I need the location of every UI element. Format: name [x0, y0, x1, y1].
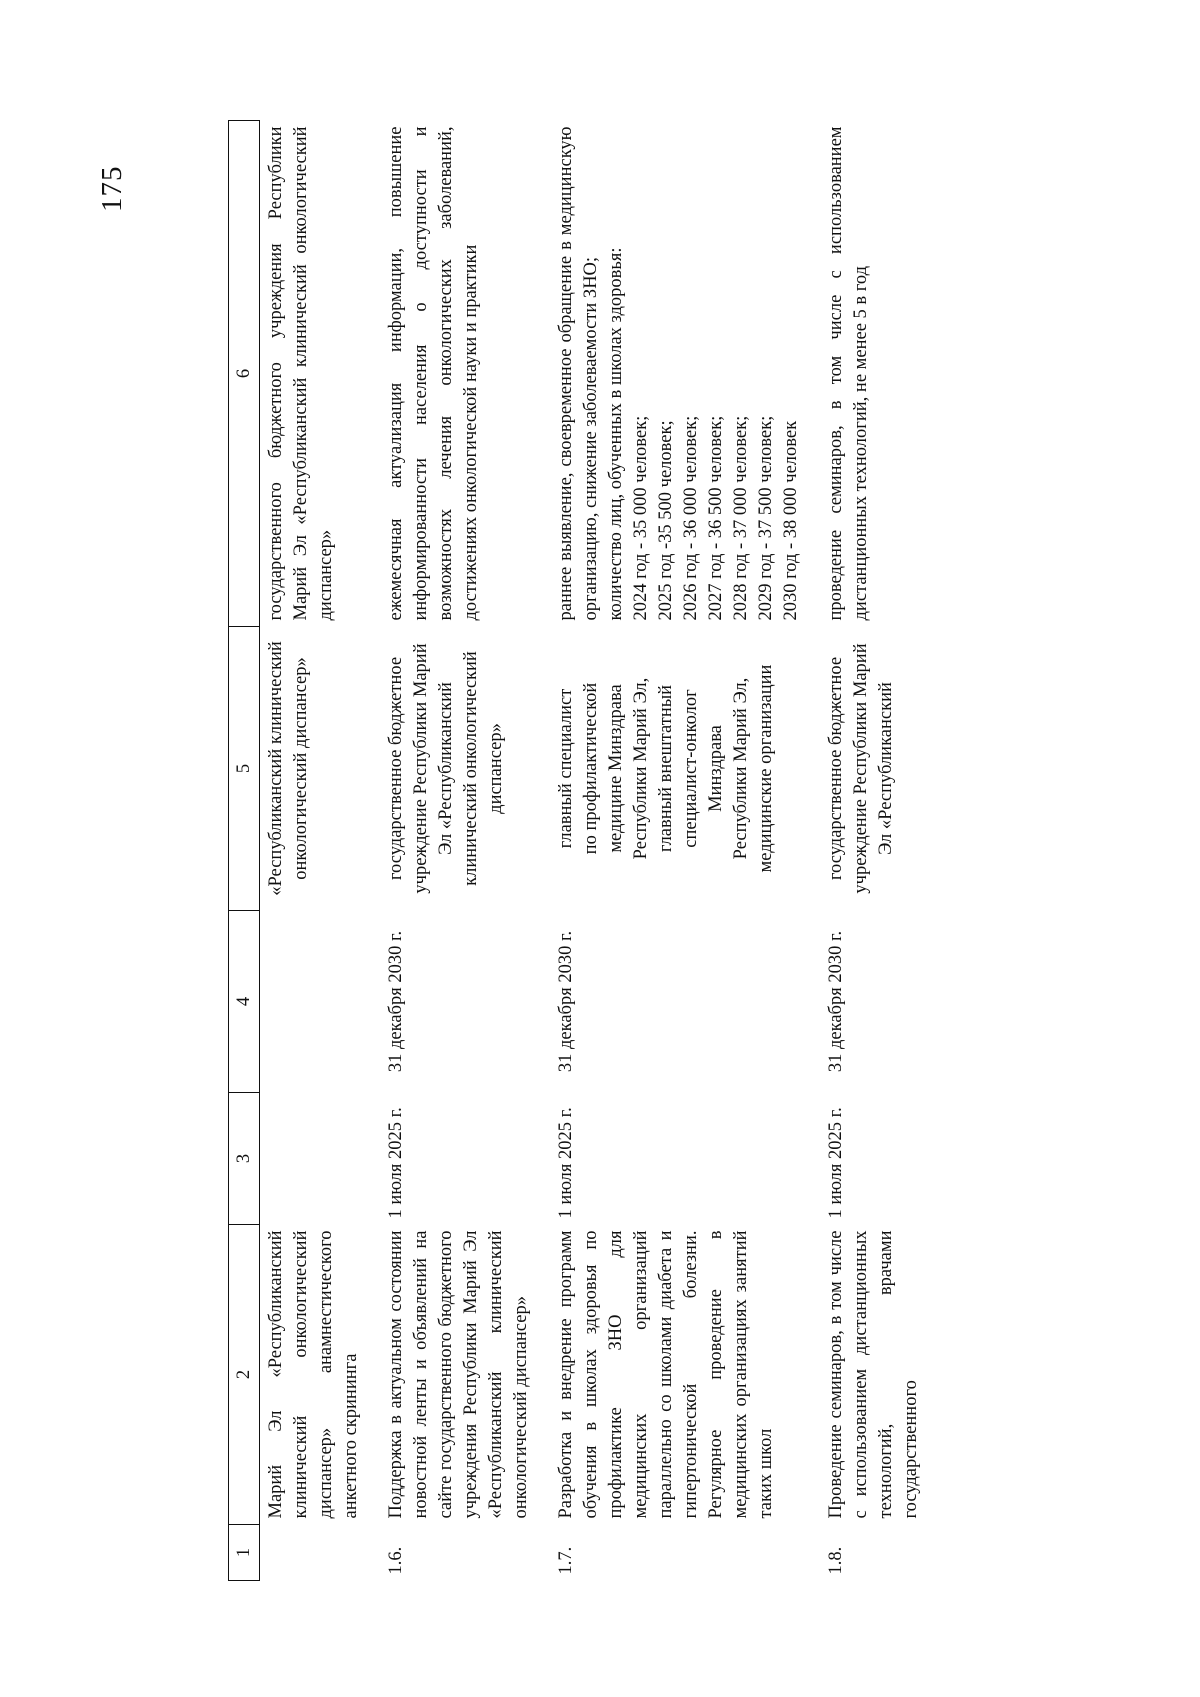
column-header-6: 6	[229, 121, 260, 627]
table-row	[384, 121, 554, 1581]
table-row	[554, 121, 824, 1581]
result-cell: ежемесячная актуализация информации, повышение информированности населения о доступности и возможностях лечения онкологических заболеваний, достижениях онкологической науки и практики	[386, 126, 481, 621]
column-header-4: 4	[229, 911, 260, 1093]
result-years-list	[629, 127, 804, 621]
responsible-line: по профилактической	[581, 682, 601, 855]
row-number	[260, 1525, 385, 1581]
result-cell: государственного бюджетного учреждения Республики Марий Эл «Республиканский клинический онкологический диспансер»	[266, 126, 336, 621]
start-date-cell: 1 июля 2025 г.	[556, 1107, 576, 1219]
activity-cell: Марий Эл «Республиканский клинический онкологический диспансер» анамнестического анкетного скрининга	[266, 1230, 361, 1519]
result-cell: проведение семинаров, в том числе с использованием дистанционных технологий, не менее 5 в год	[826, 126, 871, 621]
column-header-5: 5	[229, 627, 260, 911]
measures-table	[228, 120, 944, 1581]
responsible-cell: «Республиканский клинический онкологический диспансер»	[266, 641, 311, 896]
end-date-cell: 31 декабря 2030 г.	[826, 930, 846, 1073]
row-number: 1.8.	[826, 1546, 846, 1575]
page-number: 175	[96, 165, 128, 212]
responsible-cell: государственное бюджетное учреждение Республики Марий Эл «Республиканский клинический онкологический диспансер»	[386, 643, 506, 894]
responsible-line: Республики Марий Эл,	[731, 677, 751, 860]
column-header-3: 3	[229, 1093, 260, 1225]
result-text: раннее выявление, своевременное обращение в медицинскую организацию, снижение заболеваемости ЗНО;	[556, 126, 601, 621]
responsible-line: Минздрава	[706, 725, 726, 812]
responsible-line: медицинские организации	[756, 664, 776, 873]
end-date-cell	[260, 911, 385, 1093]
responsible-line: специалист-онколог	[681, 689, 701, 848]
table-row	[824, 121, 944, 1581]
activity-cell: Поддержка в актуальном состоянии новостной ленты и объявлений на сайте государственного бюджетного учреждения Республики Марий Эл «Республиканский клинический онкологический диспансер»	[386, 1230, 531, 1519]
result-year-line: 2025 год -35 500 человек;	[656, 420, 676, 621]
result-year-line: 2027 год - 36 500 человек;	[706, 415, 726, 621]
result-year-line: 2029 год - 37 500 человек;	[756, 415, 776, 621]
table-header-row	[229, 121, 260, 1581]
row-number: 1.7.	[556, 1546, 576, 1575]
result-year-line: 2030 год - 38 000 человек	[781, 420, 801, 621]
responsible-line: Республики Марий Эл,	[631, 677, 651, 860]
activity-cell: Разработка и внедрение программ обучения в школах здоровья по профилактике ЗНО для медицинских организаций параллельно со школами диабета и гипертонической болезни. Регулярное проведение в медицинских организациях занятий таких школ	[556, 1230, 776, 1519]
start-date-cell	[260, 1093, 385, 1225]
responsible-line: главный внештатный	[656, 684, 676, 853]
start-date-cell: 1 июля 2025 г.	[826, 1107, 846, 1219]
column-header-1: 1	[229, 1525, 260, 1581]
responsible-cell: государственное бюджетное учреждение Республики Марий Эл «Республиканский	[826, 643, 896, 894]
result-year-line: 2026 год - 36 000 человек;	[681, 415, 701, 621]
start-date-cell: 1 июля 2025 г.	[386, 1107, 406, 1219]
result-year-line: 2024 год - 35 000 человек;	[631, 415, 651, 621]
end-date-cell: 31 декабря 2030 г.	[556, 930, 576, 1073]
result-cell	[554, 121, 824, 627]
responsible-line: главный специалист	[556, 688, 576, 849]
table-row	[260, 121, 385, 1581]
column-header-2: 2	[229, 1225, 260, 1525]
activity-cell: Проведение семинаров, в том числе с использованием дистанционных технологий, врачами государственного	[826, 1230, 921, 1519]
result-year-line: 2028 год - 37 000 человек;	[731, 415, 751, 621]
result-count-title: количество лиц, обученных в школах здоровья:	[606, 247, 626, 621]
row-number: 1.6.	[386, 1546, 406, 1575]
end-date-cell: 31 декабря 2030 г.	[386, 930, 406, 1073]
responsible-cell	[554, 627, 824, 911]
responsible-line: медицине Минздрава	[606, 684, 626, 853]
